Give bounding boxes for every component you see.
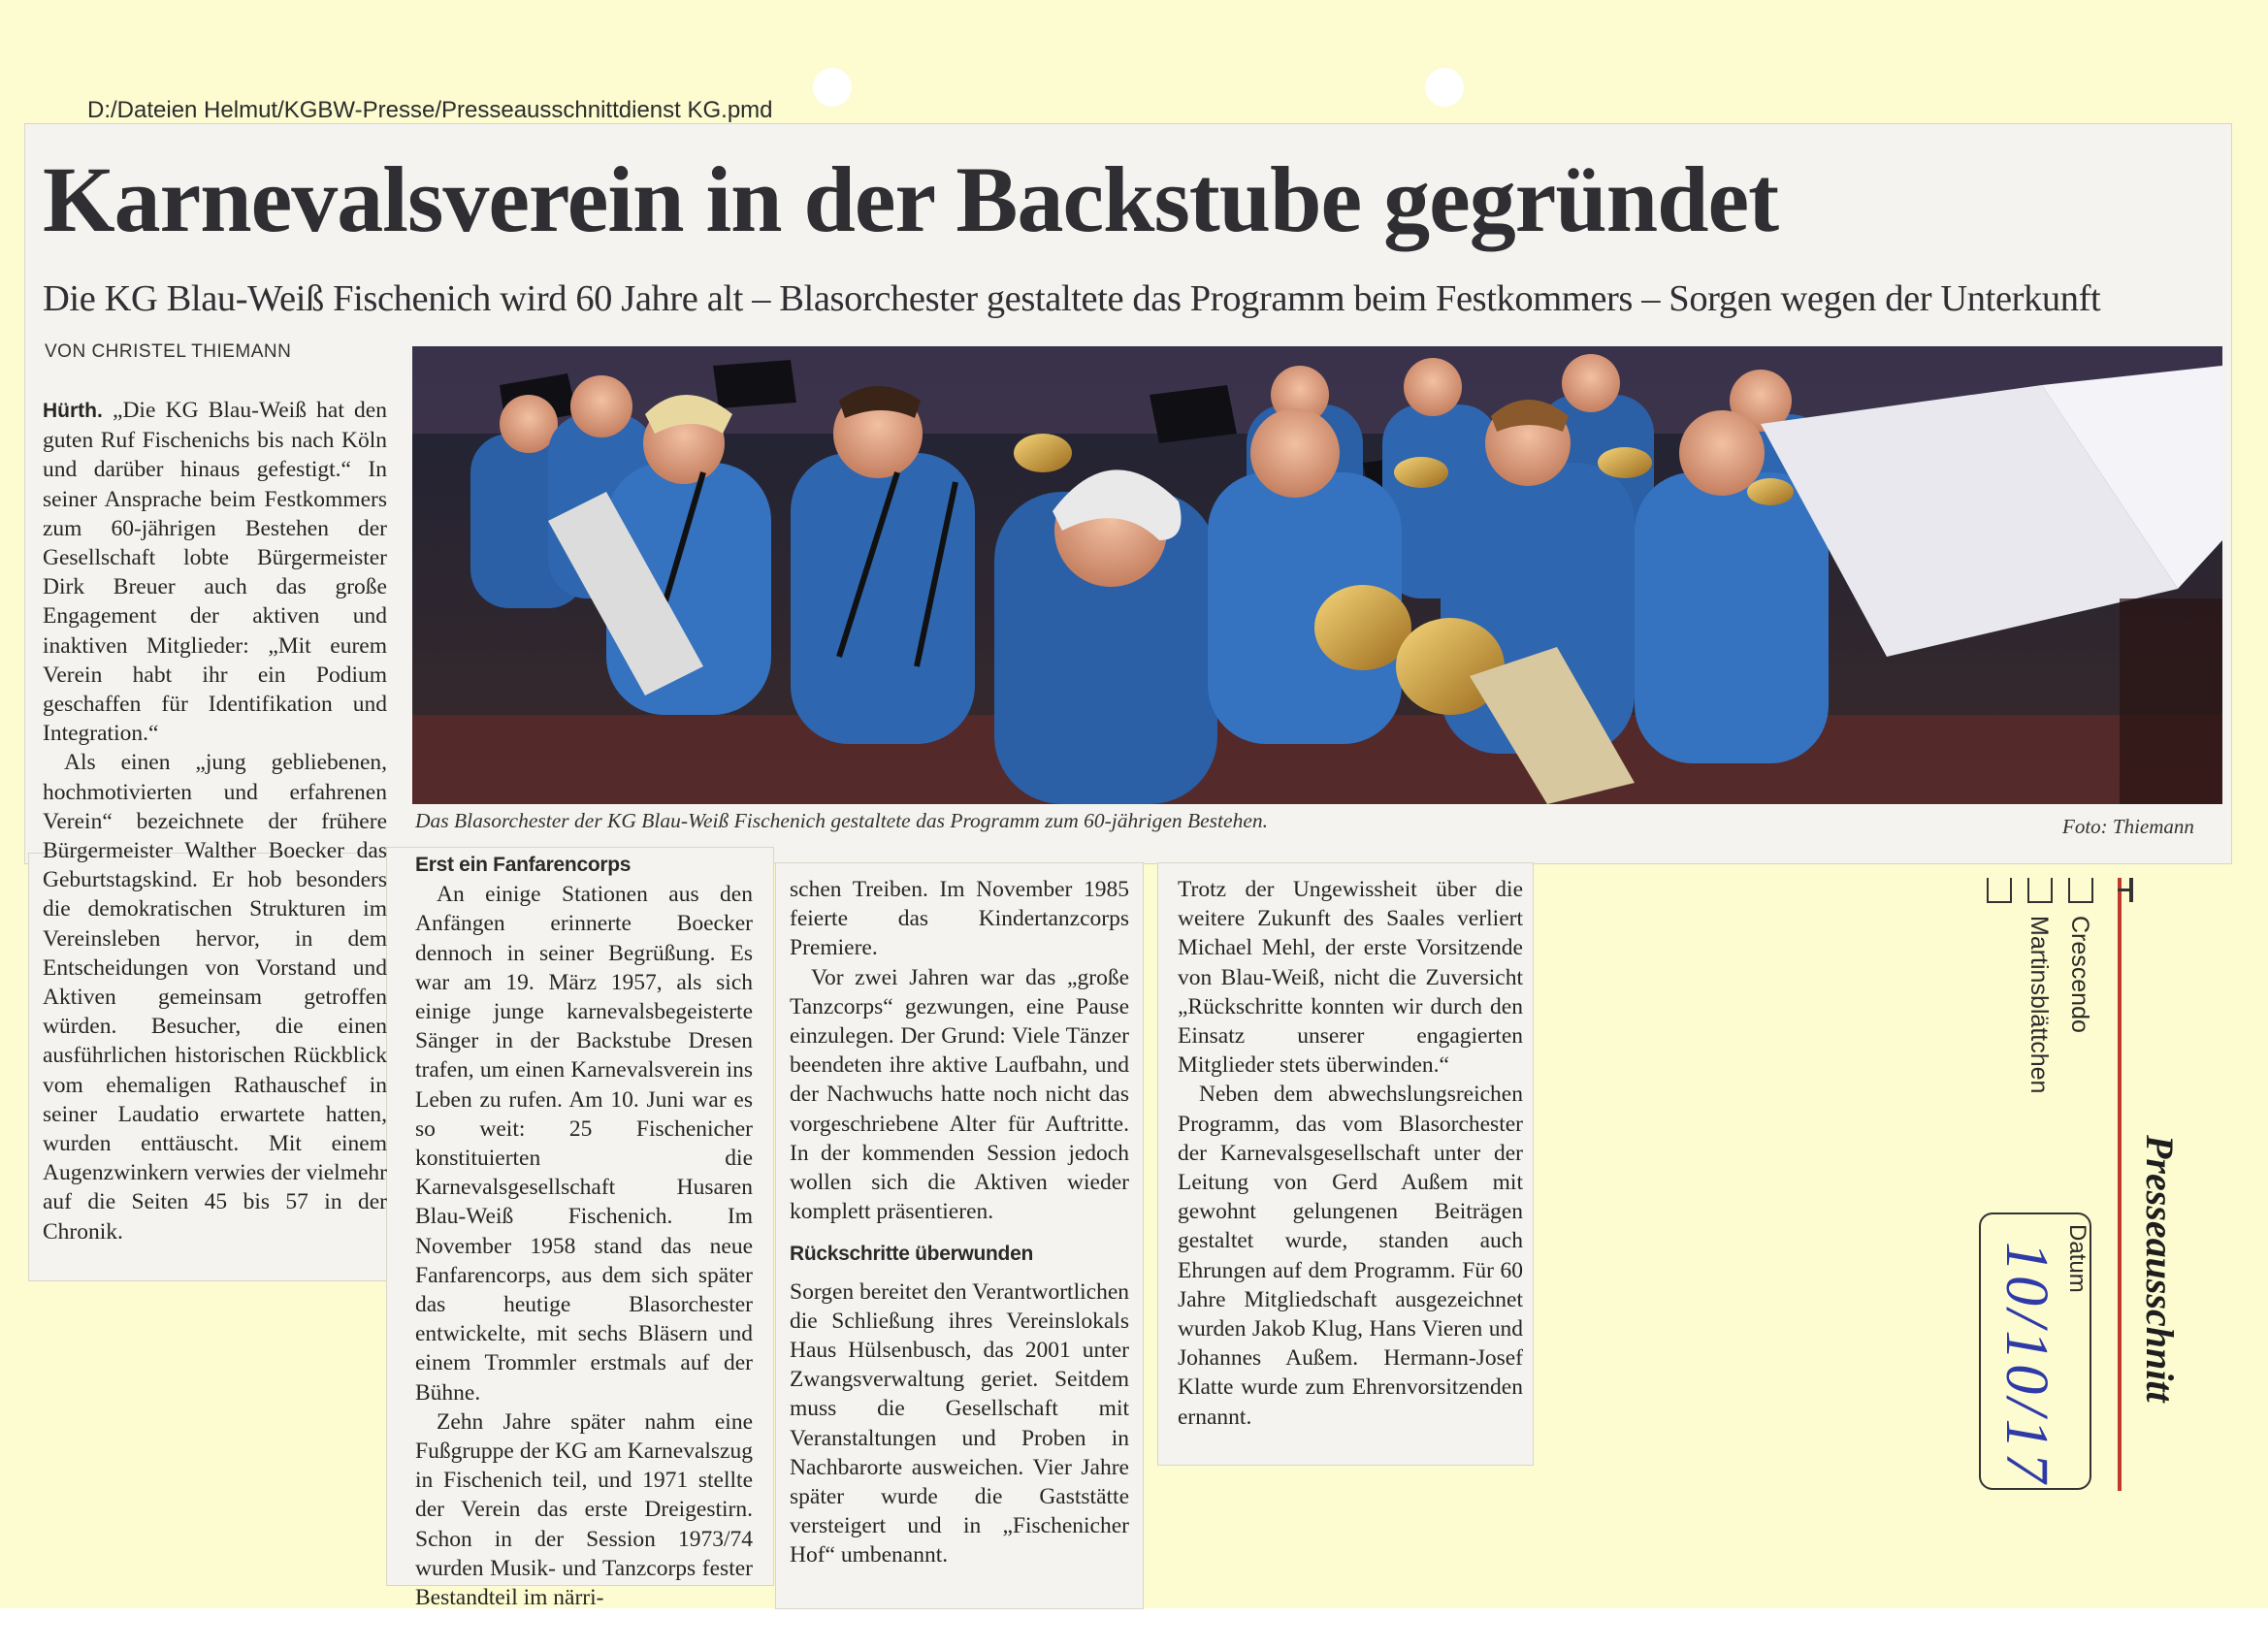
photo-credit: Foto: Thiemann: [2062, 815, 2194, 838]
article-column-3: [790, 875, 1129, 1570]
col2-subhead: Erst ein Fanfarencorps: [415, 854, 632, 876]
col1-paragraph-2: Als einen „jung gebliebenen, hochmotivierten und erfahrenen Verein“ bezeichnete der frühere Bürgermeister Walther Boecker das Geburtstagskind. Er hob besonders die demokratischen Strukturen im Vereinsleben hervor, in dem Entscheidungen von Vorstand und Aktiven gemeinsam getroffen würden. Besucher, die einen ausführlichen historischen Rückblick vom ehemaligen Rathauschef in seiner Laudatio erwartete hatten, wurden enttäuscht. Mit einem Augenzwinkern verwies der vielmehr auf die Seiten 45 bis 57 in der Chronik.: [43, 750, 387, 1245]
article-column-2: [415, 851, 753, 1612]
handwritten-date: 10/10/17: [1993, 1242, 2059, 1487]
article-subheadline: Die KG Blau-Weiß Fischenich wird 60 Jahre alt – Blasorchester gestaltete das Programm beim Festkommers – Sorgen wegen der Unterkunft: [43, 278, 2101, 319]
col3-subhead: Rückschritte überwunden: [790, 1243, 1033, 1266]
photo-caption: Das Blasorchester der KG Blau-Weiß Fischenich gestaltete das Programm zum 60-jährigen Bestehen.: [415, 809, 1268, 832]
stamp-date-label: Datum: [2064, 1224, 2090, 1293]
stamp-checkbox-crescendo[interactable]: [2068, 878, 2093, 903]
col3-paragraph-0: schen Treiben. Im November 1985 feierte das Kindertanzcorps Premiere.: [790, 877, 1129, 961]
col3-paragraph-1: Vor zwei Jahren war das „große Tanzcorps“ gezwungen, eine Pause einzulegen. Der Grund: Viele Tänzer beendeten ihre aktive Laufbahn, und der Nachwuchs hatte noch nicht das vorgeschriebene Alter für Auftritte. In der kommenden Session jedoch wollen sich die Aktiven wieder komplett präsentieren.: [790, 964, 1129, 1225]
col2-paragraph-1: An einige Stationen aus den Anfängen erinnerte Boecker dennoch in seiner Begrüßung. Es war am 19. März 1957, als sich einige junge karnevalsbegeisterte Sänger in der Backstube Dresen trafen, um einen Karnevalsverein ins Leben zu rufen. Am 10. Juni war es so weit: 25 Fischenicher konstituierten die Karnevalsgesellschaft Husaren Blau-Weiß Fischenich. Im November 1958 stand das neue Fanfarencorps, aus dem sich später das heutige Blasorchester entwickelte, mit sechs Bläsern und einem Trommler erstmals auf der Bühne.: [415, 882, 753, 1406]
article-column-4: [1178, 875, 1523, 1432]
stamp-option-martinsblaettchen: Martinsblättchen: [2025, 916, 2053, 1094]
article-headline: Karnevalsverein in der Backstube gegründet: [43, 147, 1779, 251]
stamp-title: Presseausschnitt: [2138, 1135, 2182, 1403]
stamp-checkbox-other[interactable]: [1987, 878, 2012, 903]
stamp-checkbox-martinsblaettchen[interactable]: [2027, 878, 2053, 903]
stamp-red-rule: [2118, 878, 2122, 1491]
dateline: Hürth.: [43, 400, 103, 422]
article-column-1: [43, 396, 387, 1246]
col3-paragraph-2: Sorgen bereitet den Verantwortlichen die Schließung ihres Vereinslokals Haus Hülsenbusch, das 2001 unter Zwangsverwaltung geriet. Seitdem muss die Gesellschaft mit Veranstaltungen und Proben in Nachbarorte ausweichen. Vier Jahre später wurde die Gaststätte versteigert und in „Fischenicher Hof“ umbenannt.: [790, 1278, 1129, 1568]
punch-hole-right: [1425, 68, 1464, 107]
brass-orchestra-photo: [412, 346, 2222, 804]
punch-hole-left: [813, 68, 852, 107]
stamp-red-tick-base: [2118, 889, 2133, 891]
file-path-header: D:/Dateien Helmut/KGBW-Presse/Presseausschnittdienst KG.pmd: [87, 97, 773, 123]
article-byline: VON CHRISTEL THIEMANN: [45, 341, 292, 362]
col4-paragraph-2: Neben dem abwechslungsreichen Programm, das vom Blasorchester der Karnevalsgesellschaft unter der Leitung von Gerd Außem mit gewohnt gelungenen Beiträgen gestaltet wurde, standen auch Ehrungen auf dem Programm. Für 60 Jahre Mitgliedschaft ausgezeichnet wurden Jakob Klug, Hans Vieren und Johannes Außem. Hermann-Josef Klatte wurde zum Ehrenvorsitzenden ernannt.: [1178, 1082, 1523, 1430]
col4-paragraph-1: Trotz der Ungewissheit über die weitere Zukunft des Saales verliert Michael Mehl, der erste Vorsitzende von Blau-Weiß, nicht die Zuversicht „Rückschritte konnten wir durch den Einsatz unserer engagierten Mitglieder stets überwinden.“: [1178, 877, 1523, 1079]
stamp-option-crescendo: Crescendo: [2066, 916, 2093, 1033]
col2-paragraph-2: Zehn Jahre später nahm eine Fußgruppe der KG am Karnevalszug in Fischenich teil, und 1971 stellte der Verein das erste Dreigestirn. Schon in der Session 1973/74 wurden Musik- und Tanzcorps fester Bestandteil im närri-: [415, 1408, 753, 1611]
col1-paragraph-1: „Die KG Blau-Weiß hat den guten Ruf Fischenichs bis nach Köln und darüber hinaus gefestigt.“ In seiner Ansprache beim Festkommers zum 60-jährigen Bestehen der Gesellschaft lobte Bürgermeister Dirk Breuer auch das große Engagement der aktiven und inaktiven Mitglieder: „Mit eurem Verein habt ihr ein Podium geschaffen für Identifikation und Integration.“: [43, 398, 387, 747]
article-photo: [412, 346, 2222, 804]
